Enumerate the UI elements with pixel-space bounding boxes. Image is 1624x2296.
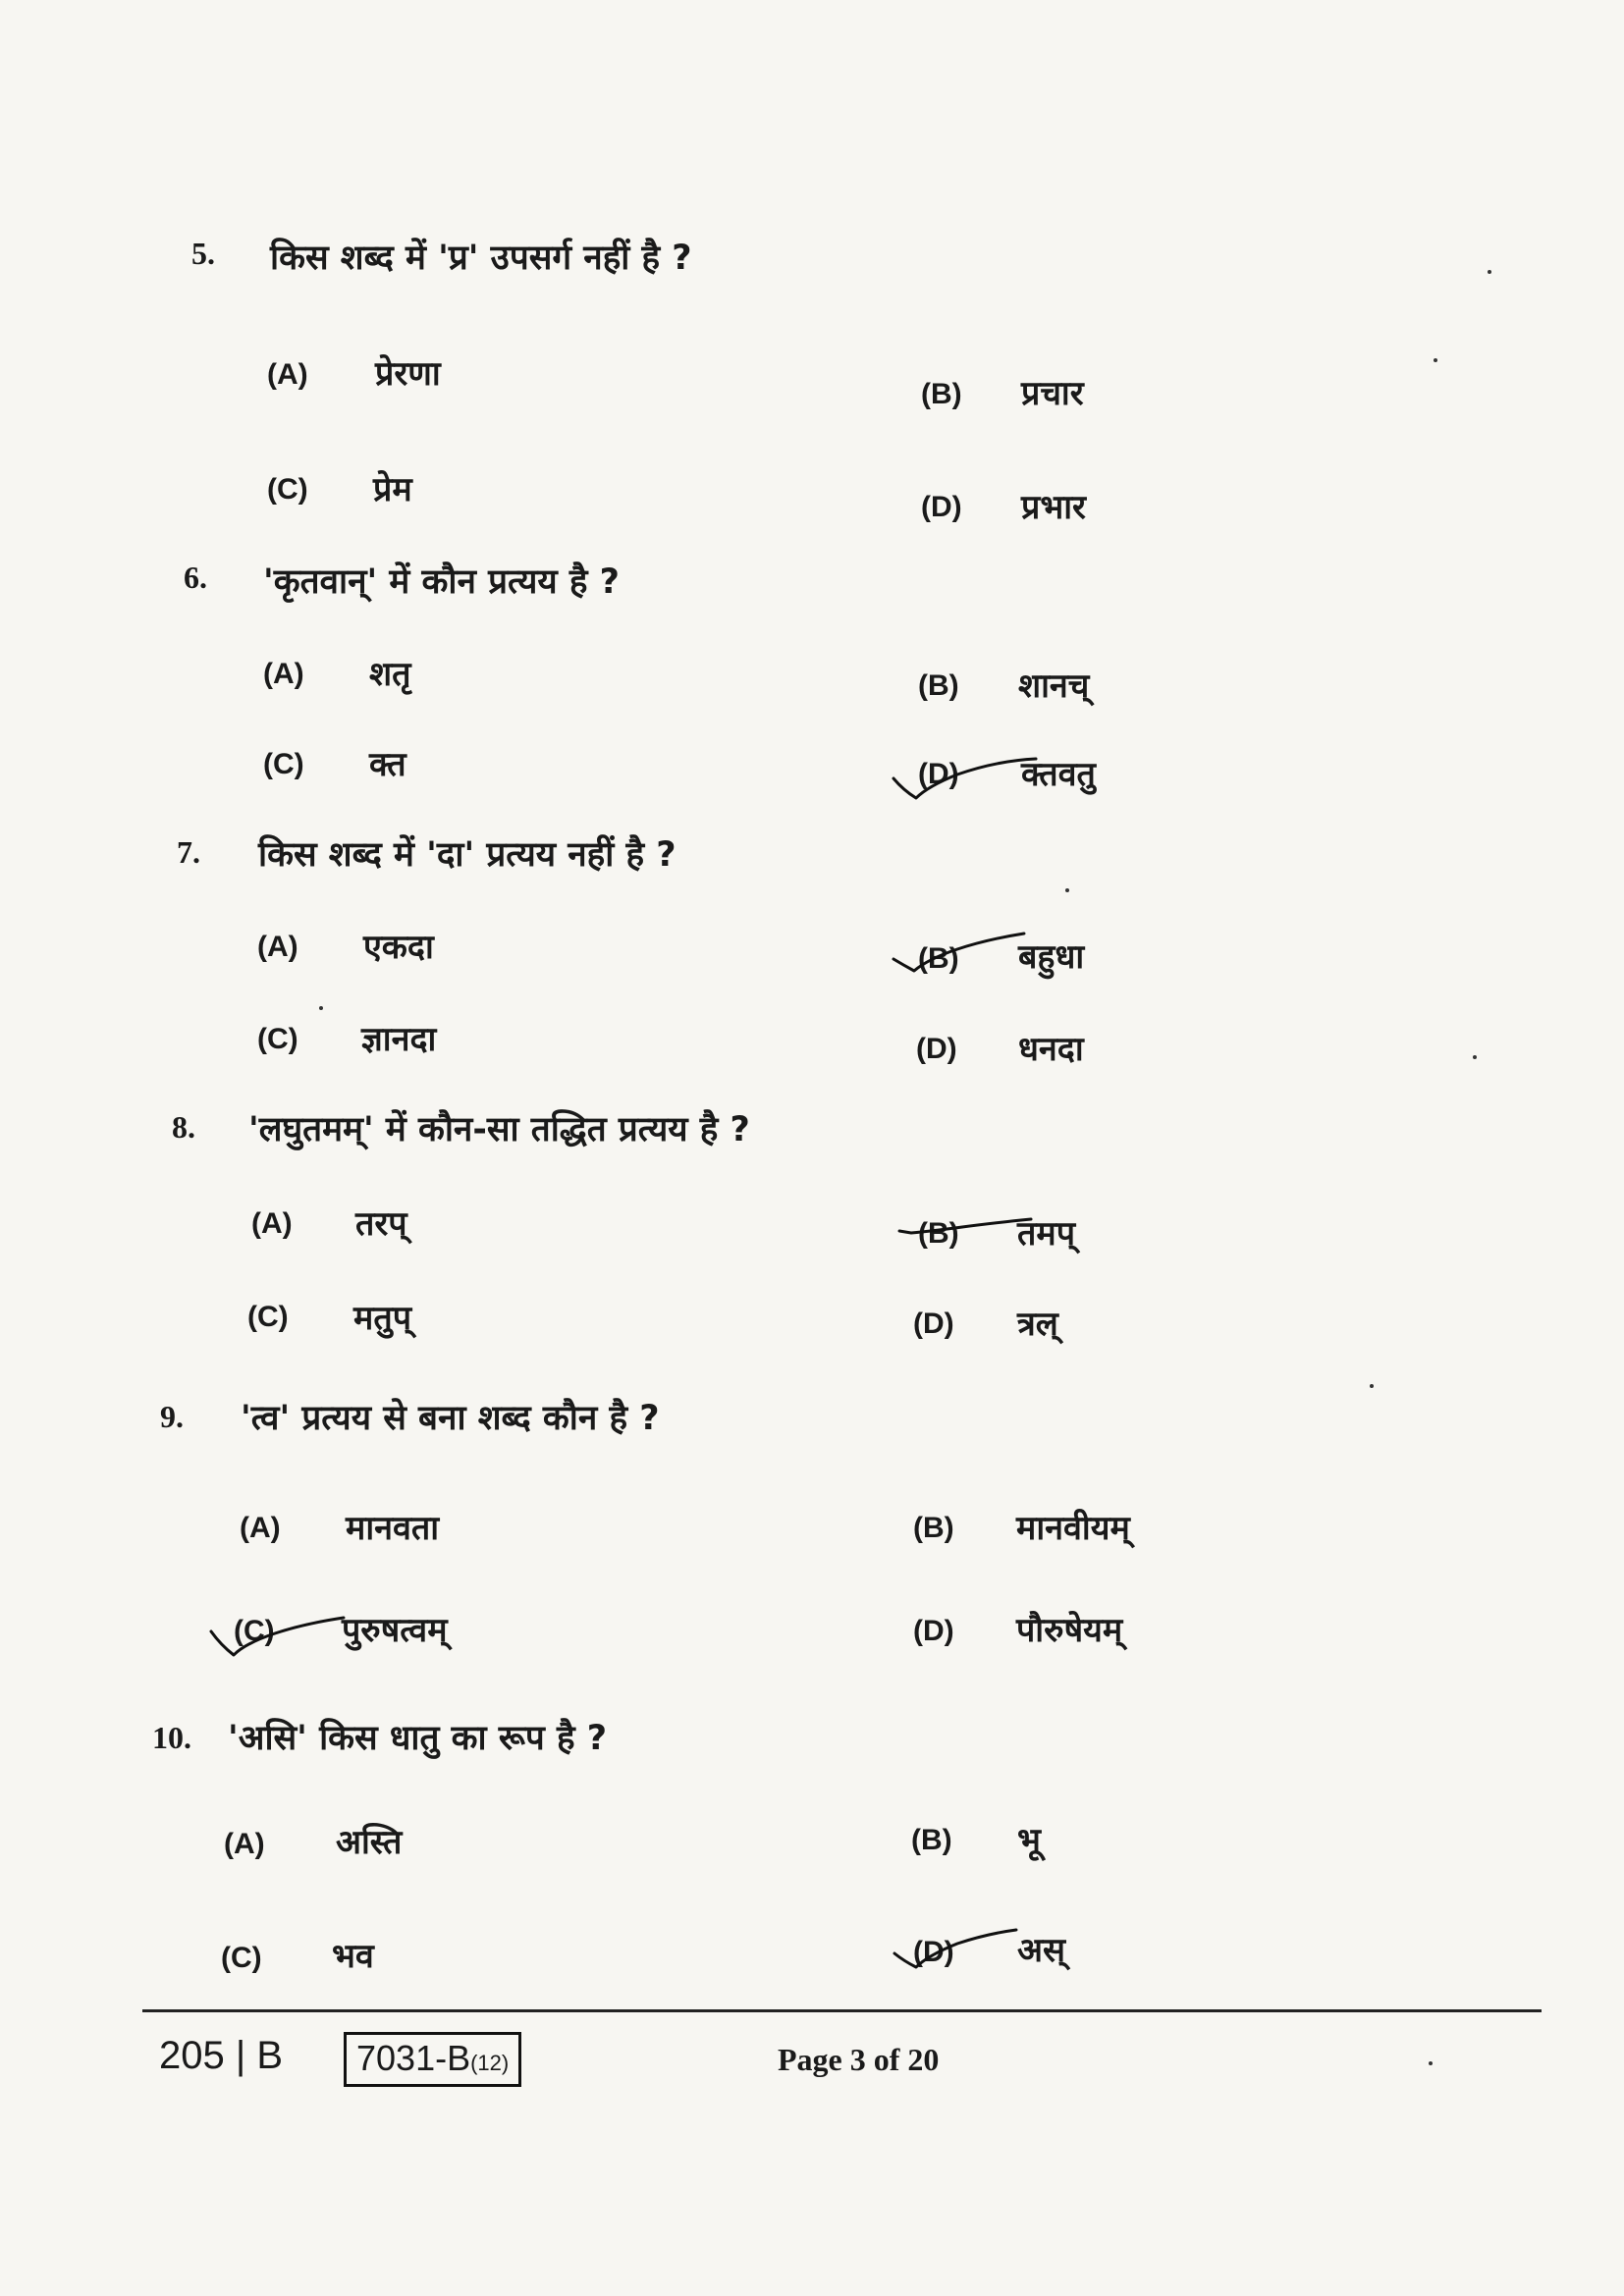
option-d-text: प्रभार bbox=[1021, 488, 1086, 527]
footer-divider bbox=[142, 2009, 1542, 2012]
page-number: Page 3 of 20 bbox=[778, 2042, 940, 2077]
option-d-text: अस् bbox=[1017, 1931, 1065, 1970]
question-number: 9. bbox=[160, 1399, 184, 1434]
booklet-code-suffix: (12) bbox=[470, 2051, 510, 2075]
option-c-text: मतुप् bbox=[353, 1299, 412, 1338]
option-c-text: पुरुषत्वम् bbox=[342, 1611, 448, 1650]
question-number: 10. bbox=[152, 1720, 191, 1755]
option-b-text: शानच् bbox=[1018, 667, 1090, 706]
option-a-label: (A) bbox=[224, 1828, 265, 1860]
option-b-label: (B) bbox=[911, 1824, 952, 1856]
option-b-label: (B) bbox=[918, 669, 959, 702]
option-c-label: (C) bbox=[221, 1942, 262, 1974]
option-a-text: मानवता bbox=[346, 1509, 440, 1548]
scan-speck bbox=[319, 1006, 323, 1010]
booklet-code-box bbox=[344, 2032, 521, 2087]
option-a-label: (A) bbox=[240, 1512, 281, 1544]
option-b-text: भू bbox=[1017, 1821, 1041, 1860]
option-c-text: क्त bbox=[369, 745, 406, 784]
option-a-text: तरप् bbox=[355, 1204, 407, 1244]
question-number: 7. bbox=[177, 834, 200, 870]
scan-speck bbox=[1473, 1055, 1477, 1059]
scan-speck bbox=[1065, 888, 1069, 892]
question-text: 'लघुतमम्' में कौन-सा तद्धित प्रत्यय है ? bbox=[248, 1110, 750, 1149]
option-d-text: पौरुषेयम् bbox=[1016, 1611, 1123, 1650]
booklet-code: 7031-B bbox=[356, 2038, 471, 2078]
option-a-text: अस्ति bbox=[336, 1823, 403, 1862]
option-d-label: (D) bbox=[916, 1033, 957, 1065]
question-text: 'त्व' प्रत्यय से बना शब्द कौन है ? bbox=[241, 1399, 660, 1438]
option-a-text: एकदा bbox=[363, 928, 434, 967]
option-a-label: (A) bbox=[257, 931, 298, 963]
option-b-label: (B) bbox=[913, 1512, 954, 1544]
scan-speck bbox=[1434, 358, 1437, 362]
option-c-text: प्रेम bbox=[373, 470, 412, 509]
option-c-label: (C) bbox=[247, 1301, 289, 1333]
question-number: 6. bbox=[184, 560, 207, 595]
option-b-text: प्रचार bbox=[1021, 374, 1084, 413]
option-d-label: (D) bbox=[913, 1308, 954, 1340]
option-b-text: बहुधा bbox=[1018, 937, 1085, 977]
option-a-label: (A) bbox=[267, 358, 308, 391]
option-b-text: मानवीयम् bbox=[1016, 1509, 1130, 1548]
option-c-label: (C) bbox=[257, 1023, 298, 1055]
option-d-label: (D) bbox=[913, 1936, 954, 1968]
option-b-label: (B) bbox=[918, 942, 959, 975]
option-d-text: धनदा bbox=[1018, 1030, 1084, 1069]
scan-speck bbox=[1429, 2061, 1433, 2065]
option-a-label: (A) bbox=[251, 1207, 293, 1240]
option-c-label: (C) bbox=[263, 748, 304, 780]
question-text: किस शब्द में 'दा' प्रत्यय नहीं है ? bbox=[258, 835, 677, 875]
scan-speck bbox=[1370, 1384, 1374, 1388]
paper-code: 205 | B bbox=[159, 2034, 284, 2077]
option-d-label: (D) bbox=[921, 491, 962, 523]
option-b-text: तमप् bbox=[1017, 1214, 1076, 1254]
question-number: 8. bbox=[172, 1109, 195, 1145]
scan-speck bbox=[1488, 270, 1491, 274]
question-number: 5. bbox=[191, 236, 215, 271]
option-a-text: शतृ bbox=[369, 655, 411, 694]
option-d-text: त्रल् bbox=[1017, 1305, 1058, 1344]
option-a-label: (A) bbox=[263, 658, 304, 690]
option-b-label: (B) bbox=[918, 1217, 959, 1250]
option-c-text: भव bbox=[332, 1937, 374, 1976]
option-c-label: (C) bbox=[267, 473, 308, 506]
question-text: 'असि' किस धातु का रूप है ? bbox=[228, 1719, 608, 1758]
option-b-label: (B) bbox=[921, 378, 962, 410]
question-text: किस शब्द में 'प्र' उपसर्ग नहीं है ? bbox=[270, 239, 692, 278]
option-d-text: क्तवतु bbox=[1021, 755, 1096, 794]
option-d-label: (D) bbox=[913, 1615, 954, 1647]
question-text: 'कृतवान्' में कौन प्रत्यय है ? bbox=[263, 562, 620, 602]
option-d-label: (D) bbox=[918, 758, 959, 790]
option-c-text: ज्ञानदा bbox=[361, 1020, 437, 1059]
option-a-text: प्रेरणा bbox=[375, 354, 441, 394]
option-c-label: (C) bbox=[234, 1615, 275, 1647]
